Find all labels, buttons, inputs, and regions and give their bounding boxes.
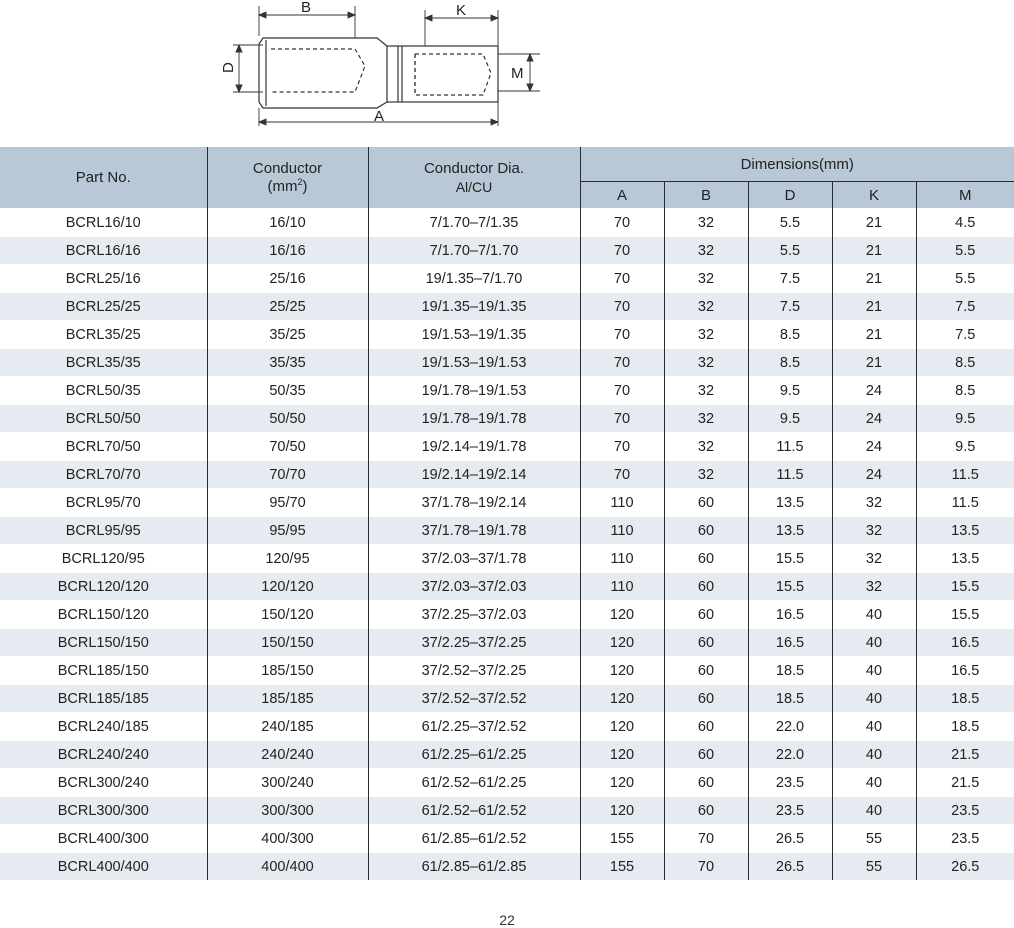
cell-conductor-dia: 19/1.78–19/1.53	[368, 377, 580, 405]
table-row	[0, 489, 1014, 517]
cell-dim-k: 32	[832, 517, 916, 545]
dim-label-k: K	[456, 2, 467, 19]
cell-dim-k: 21	[832, 321, 916, 349]
cell-dim-k: 24	[832, 405, 916, 433]
cell-dim-k: 32	[832, 545, 916, 573]
page-number: 22	[499, 912, 515, 928]
cell-dim-a: 120	[580, 629, 664, 657]
cell-dim-m: 15.5	[916, 573, 1014, 601]
cell-dim-a: 70	[580, 293, 664, 321]
cell-dim-a: 70	[580, 433, 664, 461]
cell-dim-b: 32	[664, 349, 748, 377]
cell-dim-k: 24	[832, 461, 916, 489]
cell-conductor-dia: 61/2.25–61/2.25	[368, 741, 580, 769]
cell-part-no: BCRL25/16	[0, 265, 207, 293]
cell-dim-b: 32	[664, 265, 748, 293]
cell-dim-d: 18.5	[748, 657, 832, 685]
cell-dim-d: 15.5	[748, 545, 832, 573]
cell-dim-b: 70	[664, 825, 748, 853]
cell-conductor: 50/50	[207, 405, 368, 433]
cell-dim-m: 11.5	[916, 489, 1014, 517]
table-row	[0, 377, 1014, 405]
table-row	[0, 321, 1014, 349]
cell-conductor-dia: 19/1.53–19/1.35	[368, 321, 580, 349]
cell-conductor-dia: 19/1.35–7/1.70	[368, 265, 580, 293]
cell-dim-b: 60	[664, 629, 748, 657]
cell-dim-k: 40	[832, 769, 916, 797]
table-header	[0, 147, 1014, 209]
cell-dim-m: 8.5	[916, 377, 1014, 405]
cell-conductor: 16/16	[207, 237, 368, 265]
header-dim-m: M	[916, 182, 1014, 209]
cell-dim-d: 5.5	[748, 209, 832, 237]
cell-conductor-dia: 61/2.85–61/2.52	[368, 825, 580, 853]
cell-conductor-dia: 37/2.25–37/2.03	[368, 601, 580, 629]
cell-dim-b: 32	[664, 433, 748, 461]
header-conductor-dia-material: Al/CU	[455, 178, 493, 195]
cell-dim-a: 155	[580, 853, 664, 881]
cell-dim-m: 5.5	[916, 237, 1014, 265]
cell-conductor-dia: 61/2.52–61/2.25	[368, 769, 580, 797]
table-row	[0, 545, 1014, 573]
cell-dim-m: 13.5	[916, 545, 1014, 573]
cell-part-no: BCRL50/35	[0, 377, 207, 405]
cell-dim-b: 60	[664, 769, 748, 797]
cell-dim-m: 16.5	[916, 657, 1014, 685]
cell-dim-d: 22.0	[748, 713, 832, 741]
cell-dim-a: 110	[580, 545, 664, 573]
cell-conductor-dia: 61/2.25–37/2.52	[368, 713, 580, 741]
cell-conductor-dia: 37/1.78–19/2.14	[368, 489, 580, 517]
cell-dim-m: 18.5	[916, 713, 1014, 741]
cell-dim-d: 7.5	[748, 265, 832, 293]
cell-conductor: 240/240	[207, 741, 368, 769]
cell-dim-k: 55	[832, 853, 916, 881]
header-dim-b: B	[664, 182, 748, 209]
cell-conductor-dia: 19/2.14–19/2.14	[368, 461, 580, 489]
cell-conductor-dia: 61/2.85–61/2.85	[368, 853, 580, 881]
cell-conductor: 185/185	[207, 685, 368, 713]
cell-dim-k: 40	[832, 601, 916, 629]
cell-conductor-dia: 19/1.53–19/1.53	[368, 349, 580, 377]
cell-conductor: 240/185	[207, 713, 368, 741]
dim-label-a: A	[374, 108, 385, 125]
cell-part-no: BCRL95/95	[0, 517, 207, 545]
dim-label-m: M	[511, 65, 524, 82]
cell-part-no: BCRL70/70	[0, 461, 207, 489]
cell-conductor: 150/120	[207, 601, 368, 629]
cell-dim-d: 13.5	[748, 517, 832, 545]
cell-conductor: 16/10	[207, 209, 368, 237]
cell-conductor-dia: 19/2.14–19/1.78	[368, 433, 580, 461]
cell-dim-m: 8.5	[916, 349, 1014, 377]
table-row	[0, 601, 1014, 629]
cell-part-no: BCRL300/240	[0, 769, 207, 797]
cell-dim-b: 32	[664, 321, 748, 349]
cell-conductor-dia: 37/2.03–37/2.03	[368, 573, 580, 601]
cell-dim-d: 26.5	[748, 825, 832, 853]
cell-dim-b: 60	[664, 713, 748, 741]
table-row	[0, 349, 1014, 377]
table-row	[0, 573, 1014, 601]
cell-conductor: 185/150	[207, 657, 368, 685]
cell-dim-k: 21	[832, 209, 916, 237]
header-part-no: Part No.	[0, 147, 207, 209]
cell-dim-b: 32	[664, 377, 748, 405]
header-conductor-label: Conductor	[252, 159, 323, 177]
cell-part-no: BCRL300/300	[0, 797, 207, 825]
cell-dim-b: 32	[664, 293, 748, 321]
cell-dim-d: 5.5	[748, 237, 832, 265]
cell-dim-m: 23.5	[916, 825, 1014, 853]
dim-label-b: B	[301, 0, 312, 16]
cell-dim-a: 70	[580, 349, 664, 377]
cell-part-no: BCRL70/50	[0, 433, 207, 461]
header-dim-d: D	[748, 182, 832, 209]
cell-dim-d: 26.5	[748, 853, 832, 881]
cell-dim-k: 40	[832, 741, 916, 769]
cell-part-no: BCRL150/120	[0, 601, 207, 629]
cell-dim-a: 70	[580, 237, 664, 265]
cell-part-no: BCRL35/35	[0, 349, 207, 377]
table-row	[0, 517, 1014, 545]
cell-dim-k: 40	[832, 797, 916, 825]
cell-conductor: 25/25	[207, 293, 368, 321]
cell-conductor-dia: 19/1.35–19/1.35	[368, 293, 580, 321]
cell-dim-b: 60	[664, 797, 748, 825]
cell-part-no: BCRL120/120	[0, 573, 207, 601]
cell-conductor: 35/35	[207, 349, 368, 377]
cell-dim-a: 110	[580, 573, 664, 601]
cell-dim-m: 13.5	[916, 517, 1014, 545]
cell-dim-k: 40	[832, 629, 916, 657]
cell-dim-a: 110	[580, 517, 664, 545]
table-row	[0, 713, 1014, 741]
cell-dim-d: 23.5	[748, 769, 832, 797]
header-dim-a: A	[580, 182, 664, 209]
cell-part-no: BCRL400/300	[0, 825, 207, 853]
cell-dim-k: 24	[832, 433, 916, 461]
cell-dim-m: 18.5	[916, 685, 1014, 713]
cell-conductor: 35/25	[207, 321, 368, 349]
cell-conductor: 120/95	[207, 545, 368, 573]
cell-dim-k: 32	[832, 489, 916, 517]
table-row	[0, 209, 1014, 237]
cell-part-no: BCRL35/25	[0, 321, 207, 349]
table-row	[0, 237, 1014, 265]
cell-part-no: BCRL185/150	[0, 657, 207, 685]
cell-dim-k: 32	[832, 573, 916, 601]
table-row	[0, 853, 1014, 881]
cell-dim-b: 60	[664, 489, 748, 517]
cell-conductor-dia: 37/1.78–19/1.78	[368, 517, 580, 545]
cell-dim-k: 40	[832, 657, 916, 685]
cell-dim-m: 16.5	[916, 629, 1014, 657]
table-body	[0, 209, 1014, 881]
cell-conductor-dia: 61/2.52–61/2.52	[368, 797, 580, 825]
cell-dim-d: 9.5	[748, 405, 832, 433]
cell-dim-a: 70	[580, 405, 664, 433]
header-conductor	[207, 147, 368, 209]
cell-conductor: 95/70	[207, 489, 368, 517]
header-dim-k: K	[832, 182, 916, 209]
header-conductor-dia-label: Conductor Dia.	[423, 159, 525, 177]
cell-dim-k: 21	[832, 237, 916, 265]
cell-dim-a: 155	[580, 825, 664, 853]
cell-dim-a: 120	[580, 685, 664, 713]
cell-conductor: 120/120	[207, 573, 368, 601]
cell-dim-b: 60	[664, 741, 748, 769]
cell-part-no: BCRL120/95	[0, 545, 207, 573]
cell-dim-m: 7.5	[916, 293, 1014, 321]
cell-part-no: BCRL400/400	[0, 853, 207, 881]
cell-dim-b: 60	[664, 545, 748, 573]
cell-part-no: BCRL16/10	[0, 209, 207, 237]
cell-dim-m: 21.5	[916, 741, 1014, 769]
cell-dim-a: 120	[580, 797, 664, 825]
cell-dim-a: 70	[580, 377, 664, 405]
cell-conductor: 95/95	[207, 517, 368, 545]
dim-label-d: D	[220, 62, 237, 73]
cell-conductor: 150/150	[207, 629, 368, 657]
cell-dim-m: 5.5	[916, 265, 1014, 293]
cell-dim-b: 60	[664, 657, 748, 685]
cell-conductor: 50/35	[207, 377, 368, 405]
cell-dim-d: 8.5	[748, 349, 832, 377]
table-row	[0, 741, 1014, 769]
cell-part-no: BCRL16/16	[0, 237, 207, 265]
cell-dim-k: 55	[832, 825, 916, 853]
cell-dim-m: 4.5	[916, 209, 1014, 237]
cell-conductor-dia: 19/1.78–19/1.78	[368, 405, 580, 433]
cell-dim-d: 11.5	[748, 433, 832, 461]
cell-dim-b: 60	[664, 517, 748, 545]
cell-dim-b: 32	[664, 237, 748, 265]
cell-dim-k: 40	[832, 685, 916, 713]
cell-conductor-dia: 37/2.52–37/2.52	[368, 685, 580, 713]
table-row	[0, 629, 1014, 657]
table-row	[0, 657, 1014, 685]
cell-part-no: BCRL95/70	[0, 489, 207, 517]
table-row	[0, 685, 1014, 713]
cell-dim-m: 26.5	[916, 853, 1014, 881]
table-row	[0, 293, 1014, 321]
cell-dim-d: 13.5	[748, 489, 832, 517]
cell-dim-k: 21	[832, 349, 916, 377]
cell-dim-b: 60	[664, 573, 748, 601]
cell-conductor-dia: 7/1.70–7/1.70	[368, 237, 580, 265]
cell-dim-d: 16.5	[748, 601, 832, 629]
cell-dim-m: 15.5	[916, 601, 1014, 629]
cell-dim-a: 120	[580, 657, 664, 685]
cell-part-no: BCRL150/150	[0, 629, 207, 657]
cell-dim-k: 21	[832, 293, 916, 321]
cell-dim-b: 60	[664, 685, 748, 713]
cell-part-no: BCRL50/50	[0, 405, 207, 433]
cell-dim-b: 32	[664, 461, 748, 489]
cell-conductor-dia: 37/2.25–37/2.25	[368, 629, 580, 657]
cell-conductor-dia: 37/2.52–37/2.25	[368, 657, 580, 685]
cell-dim-d: 8.5	[748, 321, 832, 349]
cell-dim-a: 120	[580, 741, 664, 769]
cell-dim-k: 21	[832, 265, 916, 293]
cell-conductor: 400/400	[207, 853, 368, 881]
cell-conductor: 70/70	[207, 461, 368, 489]
table-row	[0, 461, 1014, 489]
cell-part-no: BCRL185/185	[0, 685, 207, 713]
cell-dim-a: 70	[580, 265, 664, 293]
header-conductor-dia	[368, 147, 580, 209]
table-row	[0, 797, 1014, 825]
cell-conductor-dia: 37/2.03–37/1.78	[368, 545, 580, 573]
cell-dim-m: 21.5	[916, 769, 1014, 797]
cell-dim-a: 70	[580, 321, 664, 349]
cell-part-no: BCRL25/25	[0, 293, 207, 321]
cell-dim-a: 110	[580, 489, 664, 517]
cell-dim-b: 32	[664, 209, 748, 237]
cell-dim-b: 60	[664, 601, 748, 629]
cell-dim-a: 70	[580, 209, 664, 237]
cell-dim-d: 16.5	[748, 629, 832, 657]
cell-conductor-dia: 7/1.70–7/1.35	[368, 209, 580, 237]
cell-conductor: 300/300	[207, 797, 368, 825]
cell-dim-d: 11.5	[748, 461, 832, 489]
cell-dim-m: 23.5	[916, 797, 1014, 825]
cell-conductor: 70/50	[207, 433, 368, 461]
cell-dim-k: 24	[832, 377, 916, 405]
connector-diagram	[215, 0, 545, 130]
cell-dim-m: 9.5	[916, 433, 1014, 461]
cell-dim-a: 120	[580, 713, 664, 741]
header-conductor-unit: $(mm^2)$	[267, 176, 308, 195]
cell-dim-a: 120	[580, 601, 664, 629]
specification-table	[0, 147, 1014, 880]
table-row	[0, 265, 1014, 293]
table-row	[0, 769, 1014, 797]
cell-dim-d: 22.0	[748, 741, 832, 769]
table-row	[0, 825, 1014, 853]
table-row	[0, 433, 1014, 461]
cell-conductor: 25/16	[207, 265, 368, 293]
cell-dim-b: 32	[664, 405, 748, 433]
cell-dim-d: 7.5	[748, 293, 832, 321]
cell-part-no: BCRL240/185	[0, 713, 207, 741]
cell-dim-a: 120	[580, 769, 664, 797]
table-row	[0, 405, 1014, 433]
cell-dim-m: 9.5	[916, 405, 1014, 433]
cell-dim-k: 40	[832, 713, 916, 741]
cell-dim-m: 11.5	[916, 461, 1014, 489]
cell-dim-d: 15.5	[748, 573, 832, 601]
header-dimensions: Dimensions(mm)	[580, 147, 1014, 182]
cell-part-no: BCRL240/240	[0, 741, 207, 769]
cell-dim-d: 9.5	[748, 377, 832, 405]
cell-dim-a: 70	[580, 461, 664, 489]
cell-conductor: 400/300	[207, 825, 368, 853]
cell-dim-d: 23.5	[748, 797, 832, 825]
cell-conductor: 300/240	[207, 769, 368, 797]
cell-dim-d: 18.5	[748, 685, 832, 713]
cell-dim-m: 7.5	[916, 321, 1014, 349]
cell-dim-b: 70	[664, 853, 748, 881]
